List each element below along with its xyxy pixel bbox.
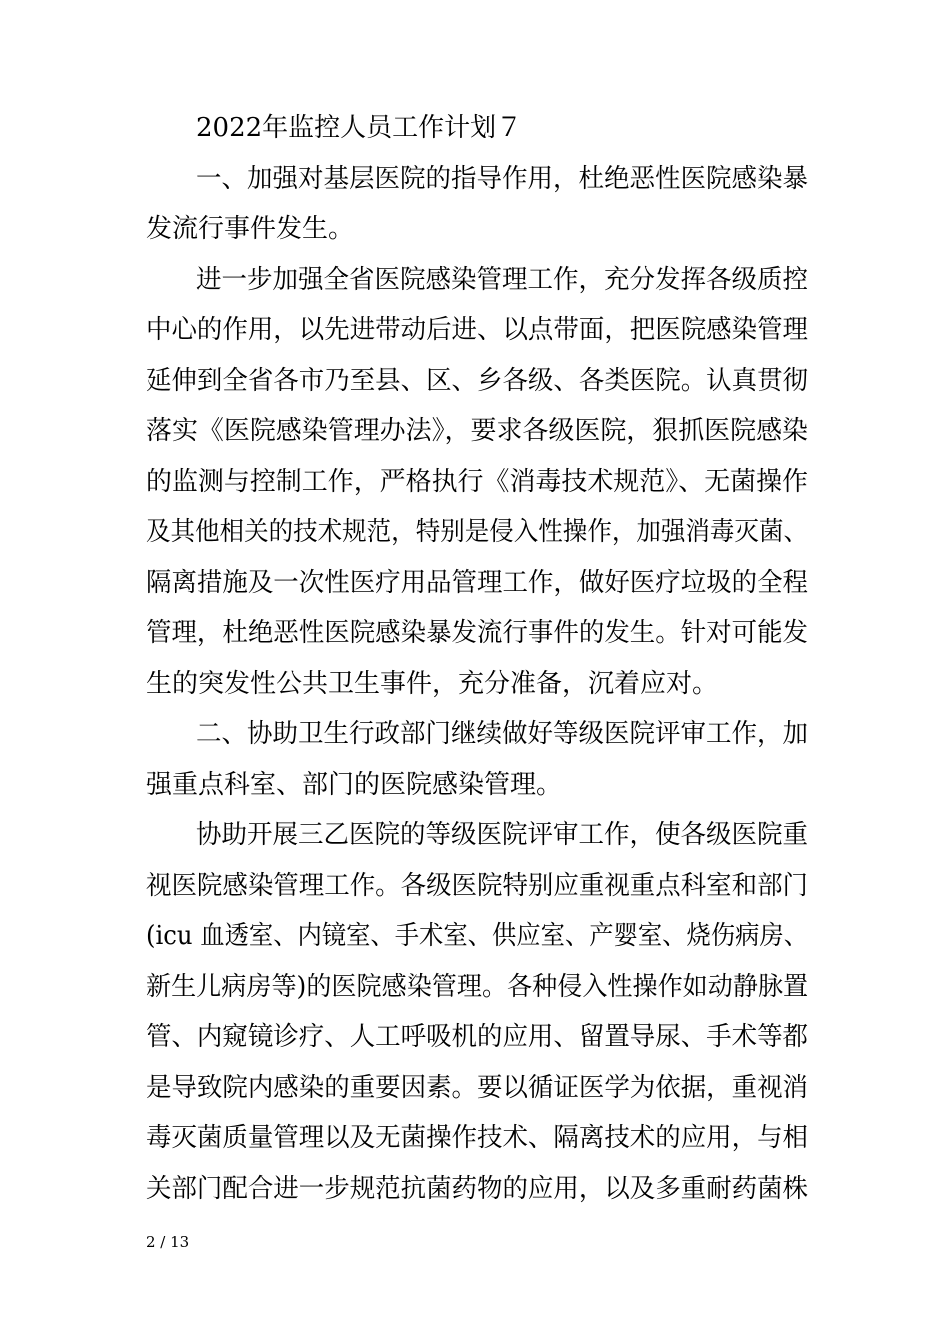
paragraph-line: 生的突发性公共卫生事件，充分准备，沉着应对。 [146, 669, 719, 699]
paragraph-line: 新生儿病房等)的医院感染管理。各种侵入性操作如动静脉置 [146, 972, 809, 1002]
paragraph-line: (icu 血透室、内镜室、手术室、供应室、产婴室、烧伤病房、 [146, 921, 809, 951]
page-number: 2 / 13 [146, 1233, 190, 1251]
paragraph-line: 延伸到全省各市乃至县、区、乡各级、各类医院。认真贯彻 [146, 366, 809, 396]
paragraph-line: 强重点科室、部门的医院感染管理。 [146, 770, 563, 800]
paragraph-line: 毒灭菌质量管理以及无菌操作技术、隔离技术的应用，与相 [146, 1123, 809, 1153]
paragraph-line: 及其他相关的技术规范，特别是侵入性操作，加强消毒灭菌、 [146, 517, 809, 547]
paragraph-line: 一、加强对基层医院的指导作用，杜绝恶性医院感染暴 [196, 164, 809, 194]
document-title: 2022年监控人员工作计划７ [196, 113, 523, 143]
paragraph-line: 管理，杜绝恶性医院感染暴发流行事件的发生。针对可能发 [146, 618, 809, 648]
paragraph-line: 二、协助卫生行政部门继续做好等级医院评审工作，加 [196, 719, 809, 749]
paragraph-line: 协助开展三乙医院的等级医院评审工作，使各级医院重 [196, 820, 809, 850]
paragraph-line: 的监测与控制工作，严格执行《消毒技术规范》、无菌操作 [146, 467, 809, 497]
paragraph-line: 是导致院内感染的重要因素。要以循证医学为依据，重视消 [146, 1073, 809, 1103]
paragraph-line: 中心的作用，以先进带动后进、以点带面，把医院感染管理 [146, 315, 809, 345]
paragraph-line: 进一步加强全省医院感染管理工作，充分发挥各级质控 [196, 265, 809, 295]
paragraph-line: 落实《医院感染管理办法》，要求各级医院，狠抓医院感染 [146, 416, 809, 446]
paragraph-line: 管、内窥镜诊疗、人工呼吸机的应用、留置导尿、手术等都 [146, 1022, 809, 1052]
paragraph-line: 发流行事件发生。 [146, 214, 355, 244]
paragraph-line: 视医院感染管理工作。各级医院特别应重视重点科室和部门 [146, 871, 809, 901]
paragraph-line: 隔离措施及一次性医疗用品管理工作，做好医疗垃圾的全程 [146, 568, 809, 598]
paragraph-line: 关部门配合进一步规范抗菌药物的应用，以及多重耐药菌株 [146, 1174, 809, 1204]
